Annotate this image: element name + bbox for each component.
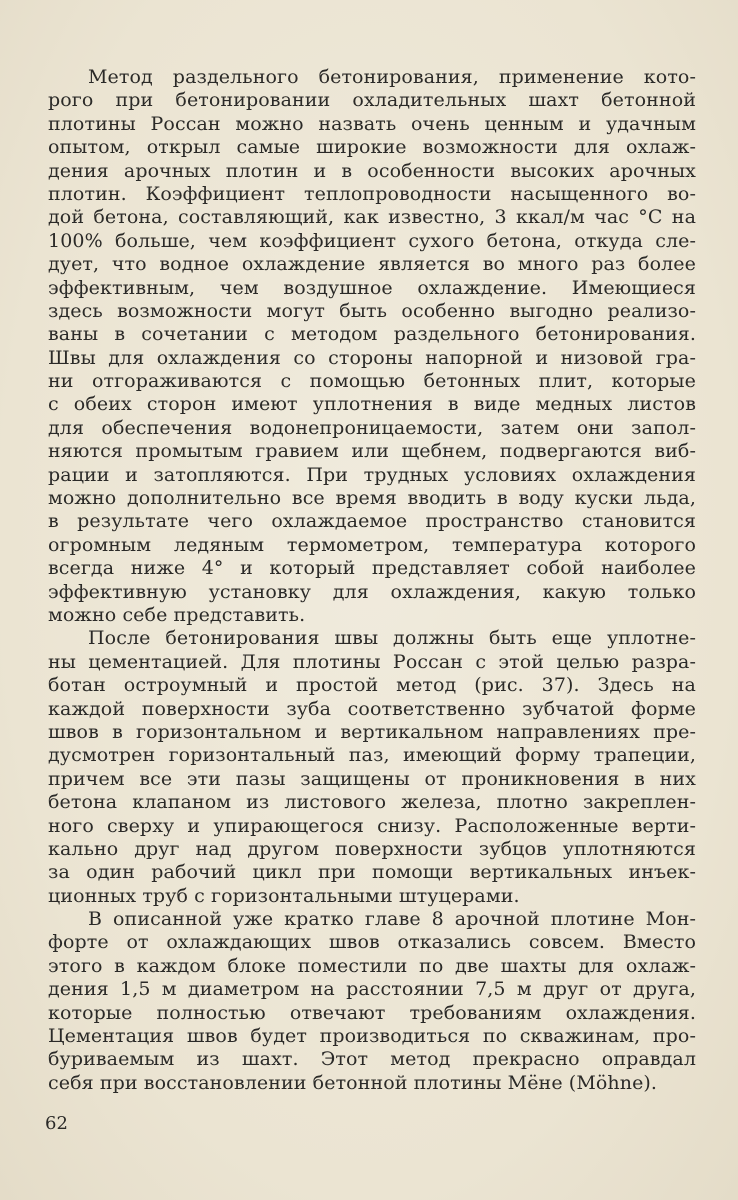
text-line: бетона клапаном из листового железа, плотно закреплен- xyxy=(48,791,696,814)
text-line: всегда ниже 4° и который представляет собой наиболее xyxy=(48,557,696,580)
text-line: дусмотрен горизонтальный паз, имеющий форму трапеции, xyxy=(48,744,696,767)
text-line: эффективную установку для охлаждения, какую только xyxy=(48,580,696,603)
text-line: ботан остроумный и простой метод (рис. 37). Здесь на xyxy=(48,674,696,697)
text-line: дения арочных плотин и в особенности высоких арочных xyxy=(48,159,696,182)
text-line: Швы для охлаждения со стороны напорной и низовой гра- xyxy=(48,346,696,369)
text-line: этого в каждом блоке поместили по две шахты для охлаж- xyxy=(48,954,696,977)
text-line: можно себе представить. xyxy=(48,603,306,626)
text-line: за один рабочий цикл при помощи вертикальных инъек- xyxy=(48,861,696,884)
page-number: 62 xyxy=(45,1113,68,1134)
text-line: буриваемым из шахт. Этот метод прекрасно оправдал xyxy=(48,1048,696,1071)
text-line: здесь возможности могут быть особенно выгодно реализо- xyxy=(48,299,696,322)
text-line: огромным ледяным термометром, температура которого xyxy=(48,533,696,556)
text-line: рого при бетонировании охладительных шахт бетонной xyxy=(48,89,696,112)
text-line: После бетонирования швы должны быть еще уплотне- xyxy=(88,627,696,650)
text-line: эффективным, чем воздушное охлаждение. Имеющиеся xyxy=(48,276,696,299)
text-line: ционных труб с горизонтальными штуцерами. xyxy=(48,884,520,907)
text-line: Цементация швов будет производиться по скважинам, про- xyxy=(48,1025,696,1048)
text-line: для обеспечения водонепроницаемости, затем они запол- xyxy=(48,416,696,439)
text-line: дой бетона, составляющий, как известно, 3 ккал/м час °С на xyxy=(48,206,696,229)
text-line: можно дополнительно все время вводить в воду куски льда, xyxy=(48,487,696,510)
text-line: плотины Россан можно назвать очень ценным и удачным xyxy=(48,112,696,135)
paragraph-1 xyxy=(48,66,696,627)
text-line: форте от охлаждающих швов отказались совсем. Вместо xyxy=(48,931,696,954)
text-line: себя при восстановлении бетонной плотины Мёне (Möhne). xyxy=(48,1071,658,1094)
paragraph-3 xyxy=(48,908,696,1095)
text-body xyxy=(48,66,696,1095)
text-line: дует, что водное охлаждение является во много раз более xyxy=(48,253,696,276)
text-line: рации и затопляются. При трудных условиях охлаждения xyxy=(48,463,696,486)
text-line: 100% больше, чем коэффициент сухого бетона, откуда сле- xyxy=(48,229,696,252)
text-line: опытом, открыл самые широкие возможности для охлаж- xyxy=(48,136,696,159)
text-line: причем все эти пазы защищены от проникновения в них xyxy=(48,767,696,790)
text-line: Метод раздельного бетонирования, применение кото- xyxy=(88,66,696,88)
text-line: которые полностью отвечают требованиям охлаждения. xyxy=(48,1001,696,1024)
text-line: каждой поверхности зуба соответственно зубчатой форме xyxy=(48,697,696,720)
paragraph-2 xyxy=(48,627,696,908)
text-line: швов в горизонтальном и вертикальном направлениях пре- xyxy=(48,720,696,743)
text-line: ны цементацией. Для плотины Россан с этой целью разра- xyxy=(48,650,696,673)
text-line: ного сверху и упирающегося снизу. Расположенные верти- xyxy=(48,814,696,837)
text-line: дения 1,5 м диаметром на расстоянии 7,5 м друг от друга, xyxy=(48,978,696,1001)
text-line: В описанной уже кратко главе 8 арочной плотине Мон- xyxy=(88,908,696,931)
text-line: в результате чего охлаждаемое пространство становится xyxy=(48,510,696,533)
text-line: плотин. Коэффициент теплопроводности насыщенного во- xyxy=(48,182,696,205)
text-line: с обеих сторон имеют уплотнения в виде медных листов xyxy=(48,393,696,416)
text-line: няются промытым гравием или щебнем, подвергаются виб- xyxy=(48,440,696,463)
text-line: кально друг над другом поверхности зубцов уплотняются xyxy=(48,837,696,860)
text-line: ваны в сочетании с методом раздельного бетонирования. xyxy=(48,323,696,346)
text-line: ни отгораживаются с помощью бетонных плит, которые xyxy=(48,370,696,393)
